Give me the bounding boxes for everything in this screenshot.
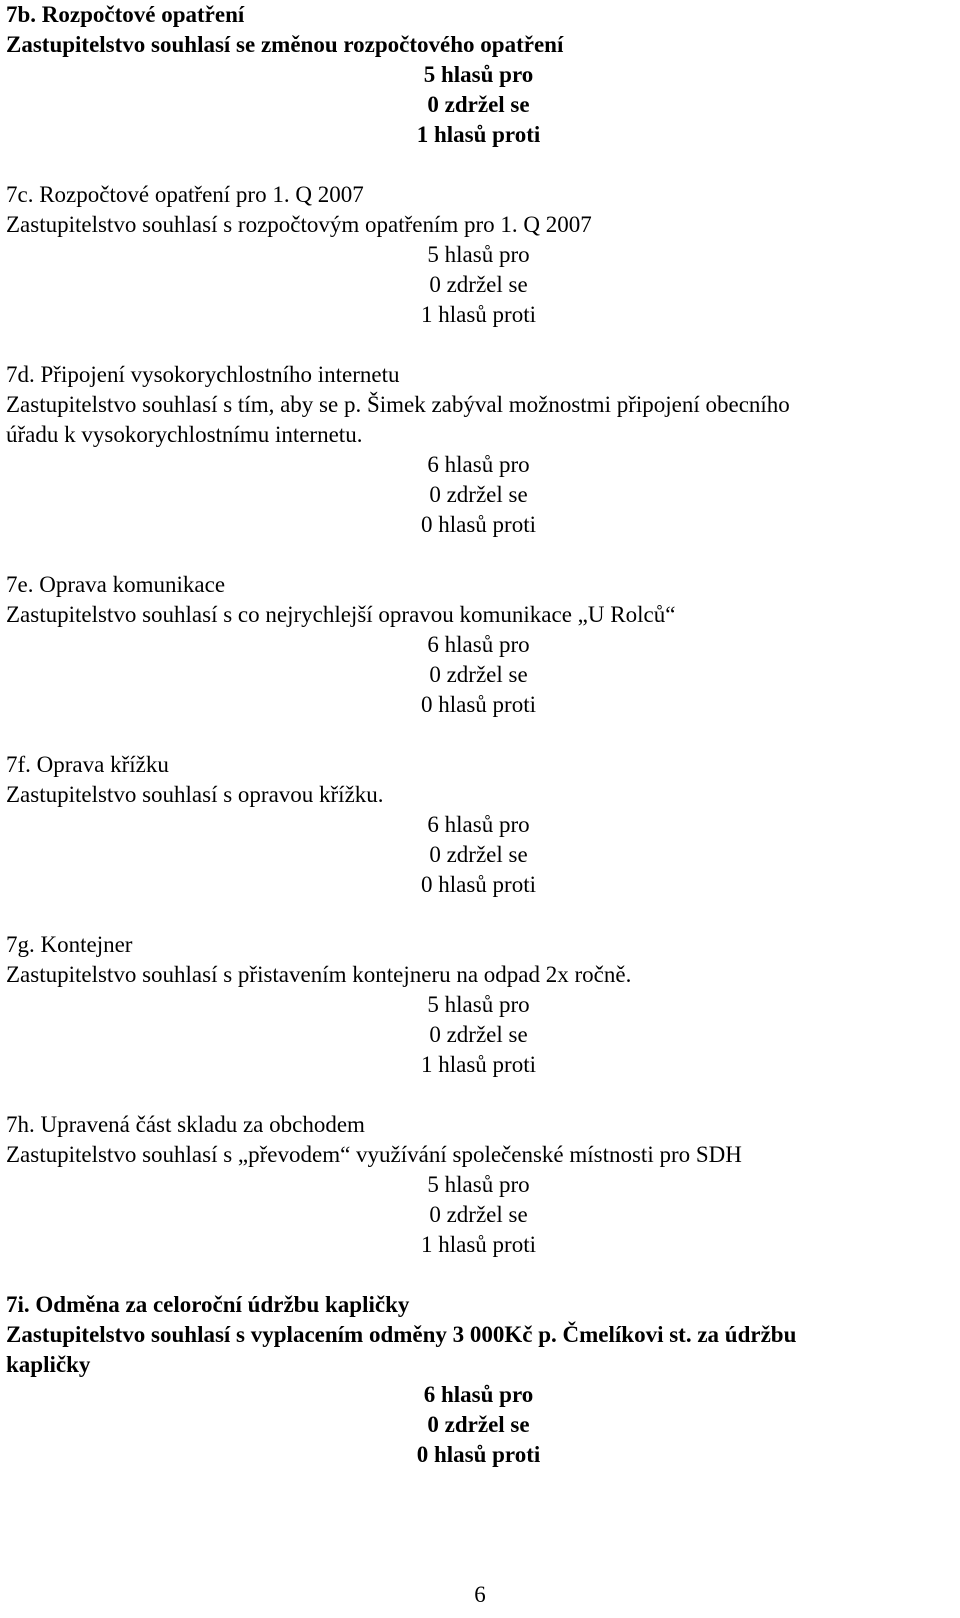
- document-page: [6, 0, 951, 1470]
- resolution-text-7e: Zastupitelstvo souhlasí s co nejrychlejší opravou komunikace „U Rolců“: [6, 602, 676, 627]
- votes-against-7g: 1 hlasů proti: [421, 1052, 536, 1077]
- section-heading-7h: 7h. Upravená část skladu za obchodem: [6, 1112, 365, 1137]
- resolution-text-7c: Zastupitelstvo souhlasí s rozpočtovým opatřením pro 1. Q 2007: [6, 212, 592, 237]
- votes-against-7b: 1 hlasů proti: [416, 122, 541, 147]
- resolution-text-7b: Zastupitelstvo souhlasí se změnou rozpočtového opatření: [6, 32, 564, 57]
- resolution-text-7d: Zastupitelstvo souhlasí s tím, aby se p. Šimek zabýval možnostmi připojení obecního: [6, 392, 790, 417]
- votes-against-7e: 0 hlasů proti: [421, 692, 536, 717]
- votes-for-7i: 6 hlasů pro: [423, 1382, 534, 1407]
- resolution-text-7f: Zastupitelstvo souhlasí s opravou křížku.: [6, 782, 384, 807]
- votes-abstain-7d: 0 zdržel se: [429, 482, 528, 507]
- votes-abstain-7g: 0 zdržel se: [429, 1022, 528, 1047]
- votes-abstain-7b: 0 zdržel se: [427, 92, 530, 117]
- votes-for-7b: 5 hlasů pro: [423, 62, 534, 87]
- resolution-text-7i: Zastupitelstvo souhlasí s vyplacením odměny 3 000Kč p. Čmelíkovi st. za údržbu: [6, 1322, 797, 1347]
- section-heading-7f: 7f. Oprava křížku: [6, 752, 169, 777]
- section-heading-7e: 7e. Oprava komunikace: [6, 572, 226, 597]
- section-heading-7d: 7d. Připojení vysokorychlostního internetu: [6, 362, 400, 387]
- spacer: [6, 1260, 951, 1290]
- resolution-text-7g: Zastupitelstvo souhlasí s přistavením kontejneru na odpad 2x ročně.: [6, 962, 632, 987]
- section-heading-7i: 7i. Odměna za celoroční údržbu kapličky: [6, 1292, 410, 1317]
- resolution-text-7d-cont: úřadu k vysokorychlostnímu internetu.: [6, 422, 363, 447]
- votes-against-7d: 0 hlasů proti: [421, 512, 536, 537]
- spacer: [6, 720, 951, 750]
- spacer: [6, 1080, 951, 1110]
- spacer: [6, 540, 951, 570]
- votes-abstain-7c: 0 zdržel se: [429, 272, 528, 297]
- resolution-text-7i-cont: kapličky: [6, 1352, 91, 1377]
- votes-for-7g: 5 hlasů pro: [427, 992, 530, 1017]
- votes-against-7i: 0 hlasů proti: [416, 1442, 541, 1467]
- votes-abstain-7f: 0 zdržel se: [429, 842, 528, 867]
- section-heading-7g: 7g. Kontejner: [6, 932, 133, 957]
- section-heading-7c: 7c. Rozpočtové opatření pro 1. Q 2007: [6, 182, 364, 207]
- spacer: [6, 900, 951, 930]
- votes-against-7h: 1 hlasů proti: [421, 1232, 536, 1257]
- spacer: [6, 330, 951, 360]
- votes-abstain-7i: 0 zdržel se: [427, 1412, 530, 1437]
- votes-abstain-7h: 0 zdržel se: [429, 1202, 528, 1227]
- resolution-text-7h: Zastupitelstvo souhlasí s „převodem“ využívání společenské místnosti pro SDH: [6, 1142, 742, 1167]
- votes-for-7d: 6 hlasů pro: [427, 452, 530, 477]
- votes-for-7e: 6 hlasů pro: [427, 632, 530, 657]
- votes-for-7f: 6 hlasů pro: [427, 812, 530, 837]
- votes-abstain-7e: 0 zdržel se: [429, 662, 528, 687]
- votes-for-7c: 5 hlasů pro: [427, 242, 530, 267]
- section-heading-7b: 7b. Rozpočtové opatření: [6, 2, 245, 27]
- votes-against-7c: 1 hlasů proti: [421, 302, 536, 327]
- votes-against-7f: 0 hlasů proti: [421, 872, 536, 897]
- spacer: [6, 150, 951, 180]
- page-number: 6: [474, 1582, 486, 1607]
- votes-for-7h: 5 hlasů pro: [427, 1172, 530, 1197]
